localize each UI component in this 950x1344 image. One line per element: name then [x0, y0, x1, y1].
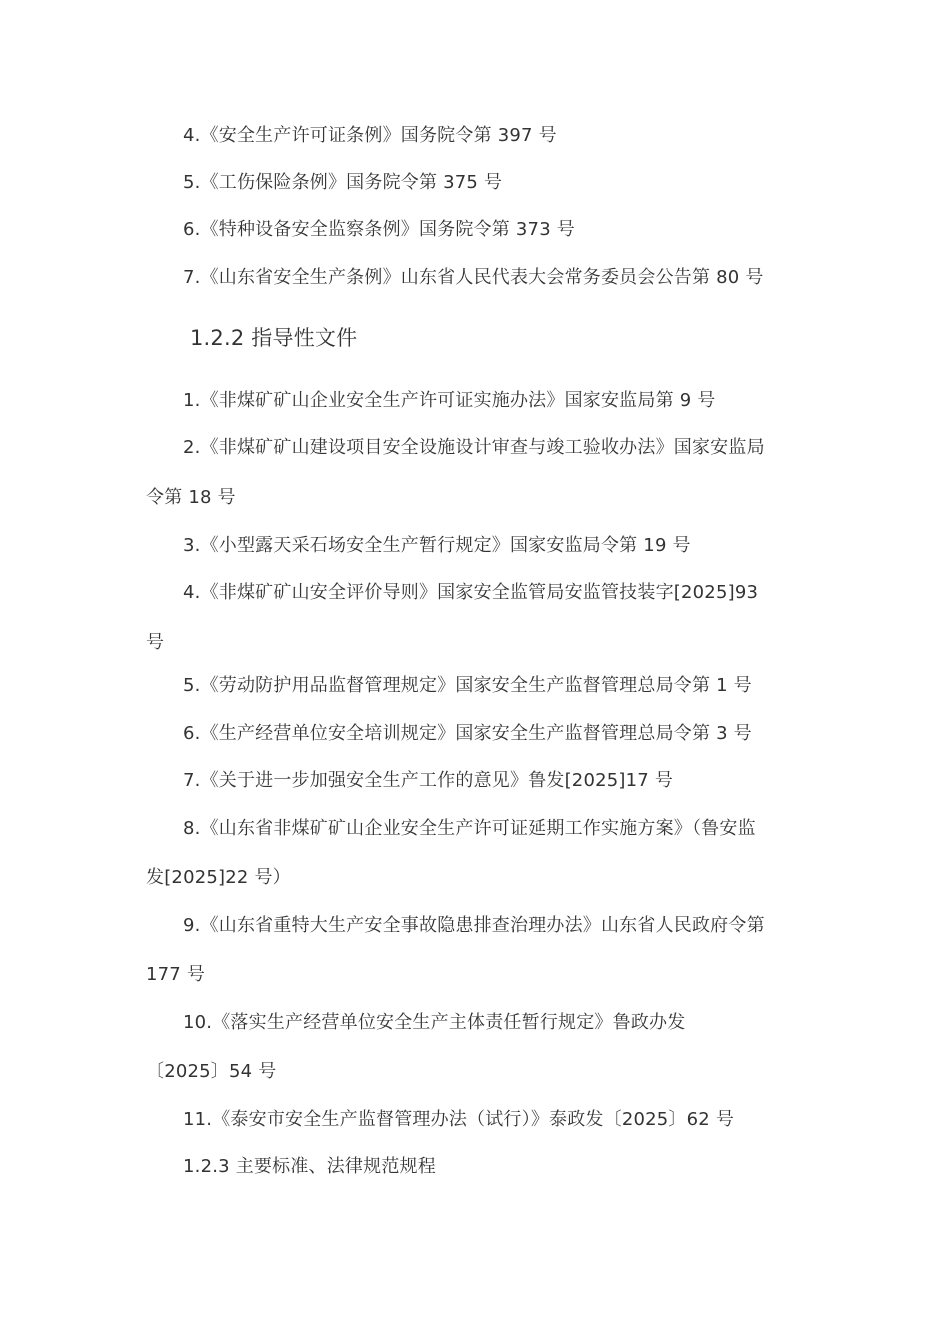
guidance-item-9-line-1: 9.《山东省重特大生产安全事故隐患排查治理办法》山东省人民政府令第: [183, 915, 765, 936]
guidance-item-8-line-2: 发[2025]22 号）: [146, 867, 291, 888]
guidance-item-2-line-1: 2.《非煤矿矿山建设项目安全设施设计审查与竣工验收办法》国家安监局: [183, 437, 765, 458]
regulation-item-6: 6.《特种设备安全监察条例》国务院令第 373 号: [183, 219, 575, 240]
section-heading-standards: 1.2.3 主要标准、法律规范规程: [183, 1156, 436, 1177]
guidance-item-10-line-2: 〔2025〕54 号: [146, 1061, 277, 1082]
guidance-item-8-line-1: 8.《山东省非煤矿矿山企业安全生产许可证延期工作实施方案》（鲁安监: [183, 818, 756, 839]
guidance-item-2-line-2: 令第 18 号: [146, 487, 236, 508]
guidance-item-6: 6.《生产经营单位安全培训规定》国家安全生产监督管理总局令第 3 号: [183, 723, 752, 744]
guidance-item-3: 3.《小型露天采石场安全生产暂行规定》国家安监局令第 19 号: [183, 535, 691, 556]
guidance-item-9-line-2: 177 号: [146, 964, 206, 985]
guidance-item-4-line-2: 号: [146, 632, 165, 653]
section-heading-guidance: 1.2.2 指导性文件: [190, 326, 358, 350]
guidance-item-7: 7.《关于进一步加强安全生产工作的意见》鲁发[2025]17 号: [183, 770, 674, 791]
guidance-item-5: 5.《劳动防护用品监督管理规定》国家安全生产监督管理总局令第 1 号: [183, 675, 752, 696]
regulation-item-5: 5.《工伤保险条例》国务院令第 375 号: [183, 172, 503, 193]
guidance-item-4-line-1: 4.《非煤矿矿山安全评价导则》国家安全监管局安监管技装字[2025]93: [183, 582, 759, 603]
guidance-item-1: 1.《非煤矿矿山企业安全生产许可证实施办法》国家安监局第 9 号: [183, 390, 716, 411]
regulation-item-7: 7.《山东省安全生产条例》山东省人民代表大会常务委员会公告第 80 号: [183, 267, 764, 288]
guidance-item-10-line-1: 10.《落实生产经营单位安全生产主体责任暂行规定》鲁政办发: [183, 1012, 686, 1033]
regulation-item-4: 4.《安全生产许可证条例》国务院令第 397 号: [183, 125, 557, 146]
guidance-item-11: 11.《泰安市安全生产监督管理办法（试行）》泰政发〔2025〕62 号: [183, 1109, 735, 1130]
